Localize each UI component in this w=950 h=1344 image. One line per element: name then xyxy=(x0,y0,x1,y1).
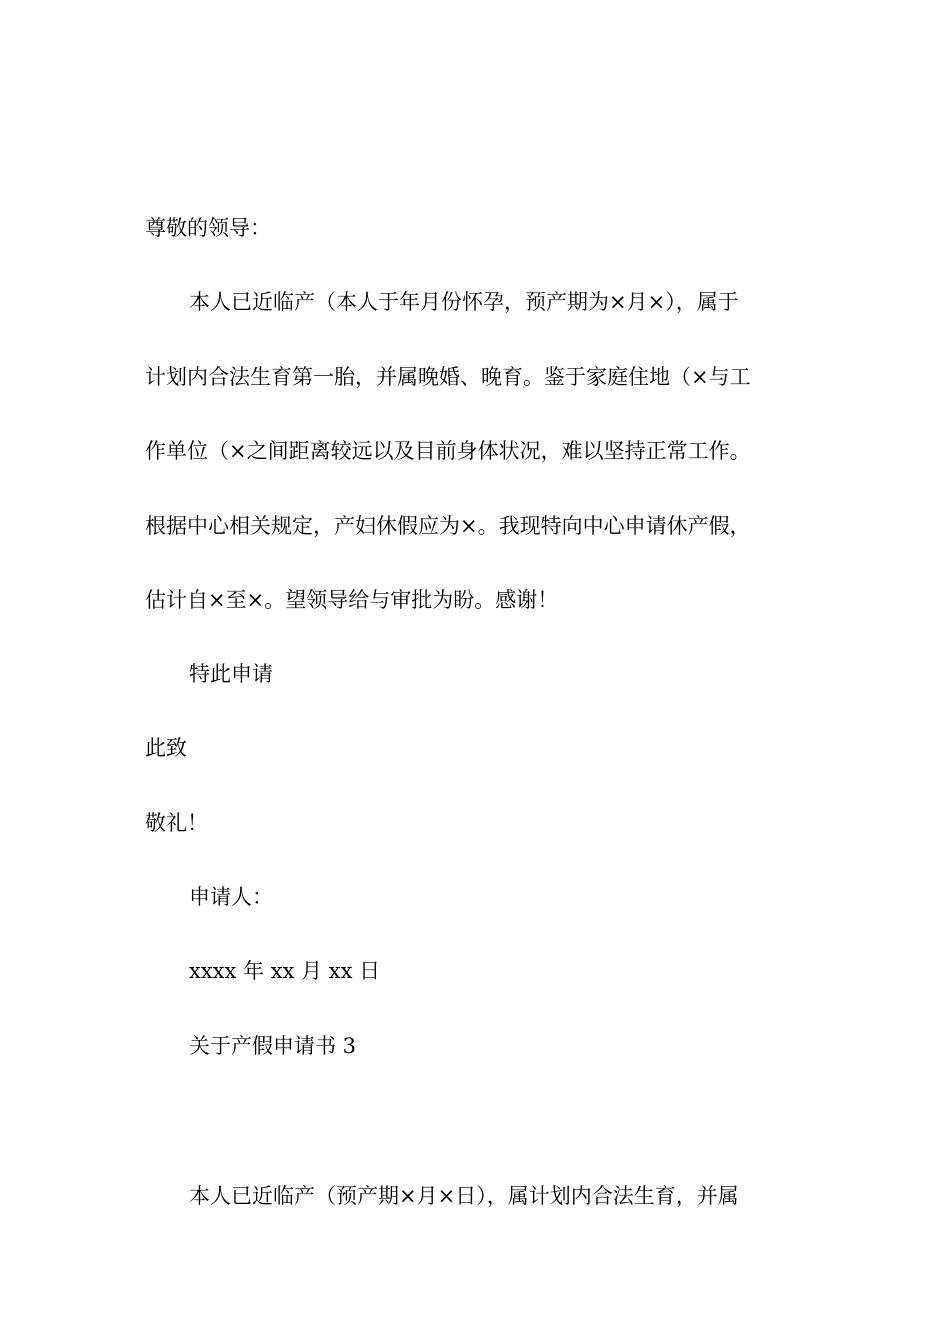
section-title: 关于产假申请书 3 xyxy=(189,1034,357,1058)
date-line: xxxx 年 xx 月 xx 日 xyxy=(189,959,381,983)
salutation: 尊敬的领导： xyxy=(145,216,271,240)
closing-line-1: 此致 xyxy=(145,736,187,760)
paragraph-line: 本人已近临产（预产期×月×日），属计划内合法生育，并属 xyxy=(189,1184,739,1208)
paragraph-line: 估计自×至×。望领导给与审批为盼。感谢！ xyxy=(145,588,559,612)
paragraph-line: 本人已近临产（本人于年月份怀孕，预产期为×月×），属于 xyxy=(189,290,739,314)
closing-line-2: 敬礼！ xyxy=(145,811,208,835)
paragraph-line: 计划内合法生育第一胎，并属晚婚、晚育。鉴于家庭住地（×与工 xyxy=(145,365,751,389)
applicant-label: 申请人： xyxy=(189,885,273,909)
special-request: 特此申请 xyxy=(189,662,273,686)
paragraph-line: 根据中心相关规定，产妇休假应为×。我现特向中心申请休产假， xyxy=(145,514,751,538)
paragraph-line: 作单位（×之间距离较远以及目前身体状况，难以坚持正常工作。 xyxy=(145,439,751,463)
